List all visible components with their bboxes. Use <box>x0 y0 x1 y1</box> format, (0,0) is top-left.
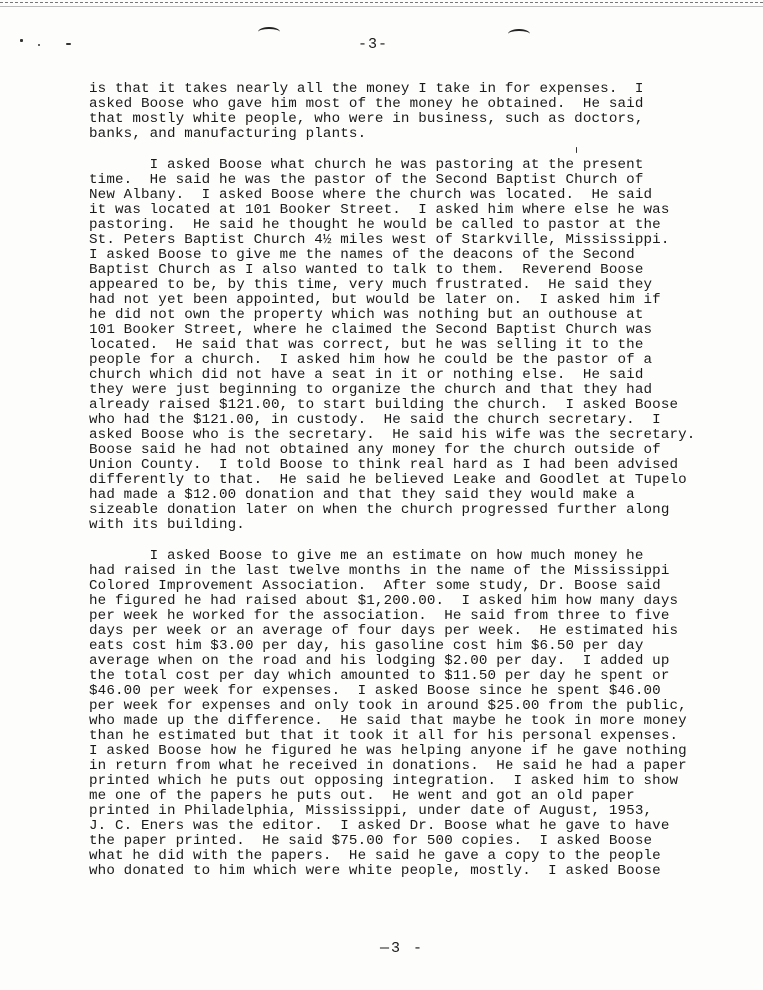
text-line: per week he worked for the association. He said from three to five <box>89 608 670 624</box>
scan-speck <box>38 44 40 46</box>
text-line: the paper printed. He said $75.00 for 500 copies. I asked Boose <box>89 833 653 849</box>
top-edge-rule <box>0 2 763 3</box>
text-line: eats cost him $3.00 per day, his gasoline cost him $6.50 per day <box>89 638 644 654</box>
text-line: what he did with the papers. He said he gave a copy to the people <box>89 848 661 864</box>
text-line: St. Peters Baptist Church 4½ miles west of Starkville, Mississippi. <box>89 232 670 248</box>
text-line: it was located at 101 Booker Street. I asked him where else he was <box>89 202 670 218</box>
text-line: that mostly white people, who were in business, such as doctors, <box>89 111 644 127</box>
text-line: differently to that. He said he believed Leake and Goodlet at Tupelo <box>89 472 687 488</box>
text-line: $46.00 per week for expenses. I asked Boose since he spent $46.00 <box>89 683 661 699</box>
text-line: average when on the road and his lodging $2.00 per day. I added up <box>89 653 670 669</box>
text-line: I asked Boose how he figured he was helping anyone if he gave nothing <box>89 743 687 759</box>
page-number-top: -3- <box>358 36 389 53</box>
page-number-bottom: —3 - <box>380 940 425 957</box>
text-line: with its building. <box>89 517 245 533</box>
scan-speck <box>66 43 71 45</box>
text-line: I asked Boose to give me an estimate on how much money he <box>89 548 644 564</box>
text-line: he did not own the property which was nothing but an outhouse at <box>89 307 644 323</box>
punch-mark-right <box>508 29 530 39</box>
text-line: days per week or an average of four days per week. He estimated his <box>89 623 679 639</box>
text-line: Baptist Church as I also wanted to talk to them. Reverend Boose <box>89 262 644 278</box>
text-line: I asked Boose what church he was pastoring at the present <box>89 157 644 173</box>
text-line: they were just beginning to organize the church and that they had <box>89 382 653 398</box>
text-line: who had the $121.00, in custody. He said the church secretary. I <box>89 412 661 428</box>
text-line: I asked Boose to give me the names of the deacons of the Second <box>89 247 635 263</box>
text-line: printed which he puts out opposing integration. I asked him to show <box>89 773 679 789</box>
text-line: had made a $12.00 donation and that they said they would make a <box>89 487 635 503</box>
text-line: who made up the difference. He said that maybe he took in more money <box>89 713 687 729</box>
paragraph <box>89 158 729 533</box>
scan-speck <box>20 39 23 42</box>
text-line: in return from what he received in donations. He said he had a paper <box>89 758 687 774</box>
text-line: sizeable donation later on when the church progressed further along <box>89 502 670 518</box>
text-line: asked Boose who gave him most of the money he obtained. He said <box>89 96 644 112</box>
text-line: the total cost per day which amounted to $11.50 per day he spent or <box>89 668 670 684</box>
text-line: had not yet been appointed, but would be later on. I asked him if <box>89 292 661 308</box>
text-line: asked Boose who is the secretary. He said his wife was the secretary. <box>89 427 696 443</box>
text-line: who donated to him which were white people, mostly. I asked Boose <box>89 863 661 879</box>
text-line: time. He said he was the pastor of the Second Baptist Church of <box>89 172 644 188</box>
text-line: Colored Improvement Association. After some study, Dr. Boose said <box>89 578 661 594</box>
text-line: he figured he had raised about $1,200.00. I asked him how many days <box>89 593 679 609</box>
text-line: already raised $121.00, to start building the church. I asked Boose <box>89 397 679 413</box>
top-edge-rule-secondary <box>0 6 763 7</box>
text-line: church which did not have a seat in it or nothing else. He said <box>89 367 644 383</box>
text-line: Boose said he had not obtained any money for the church outside of <box>89 442 661 458</box>
text-line: J. C. Eners was the editor. I asked Dr. Boose what he gave to have <box>89 818 670 834</box>
text-line: located. He said that was correct, but he was selling it to the <box>89 337 644 353</box>
text-line: pastoring. He said he thought he would be called to pastor at the <box>89 217 661 233</box>
text-line: appeared to be, by this time, very much frustrated. He said they <box>89 277 653 293</box>
text-line: than he estimated but that it took it all for his personal expenses. <box>89 728 679 744</box>
text-line: people for a church. I asked him how he could be the pastor of a <box>89 352 653 368</box>
document-body <box>89 82 729 895</box>
text-line: had raised in the last twelve months in the name of the Mississippi <box>89 563 670 579</box>
text-line: me one of the papers he puts out. He went and got an old paper <box>89 788 635 804</box>
text-line: New Albany. I asked Boose where the church was located. He said <box>89 187 653 203</box>
text-line: 101 Booker Street, where he claimed the Second Baptist Church was <box>89 322 653 338</box>
text-line: is that it takes nearly all the money I take in for expenses. I <box>89 81 644 97</box>
text-line: banks, and manufacturing plants. <box>89 126 367 142</box>
text-line: printed in Philadelphia, Mississippi, under date of August, 1953, <box>89 803 653 819</box>
paragraph <box>89 549 729 879</box>
punch-mark-left <box>258 27 280 37</box>
text-line: per week for expenses and only took in around $25.00 from the public, <box>89 698 687 714</box>
paragraph <box>89 82 729 142</box>
text-line: Union County. I told Boose to think real hard as I had been advised <box>89 457 679 473</box>
